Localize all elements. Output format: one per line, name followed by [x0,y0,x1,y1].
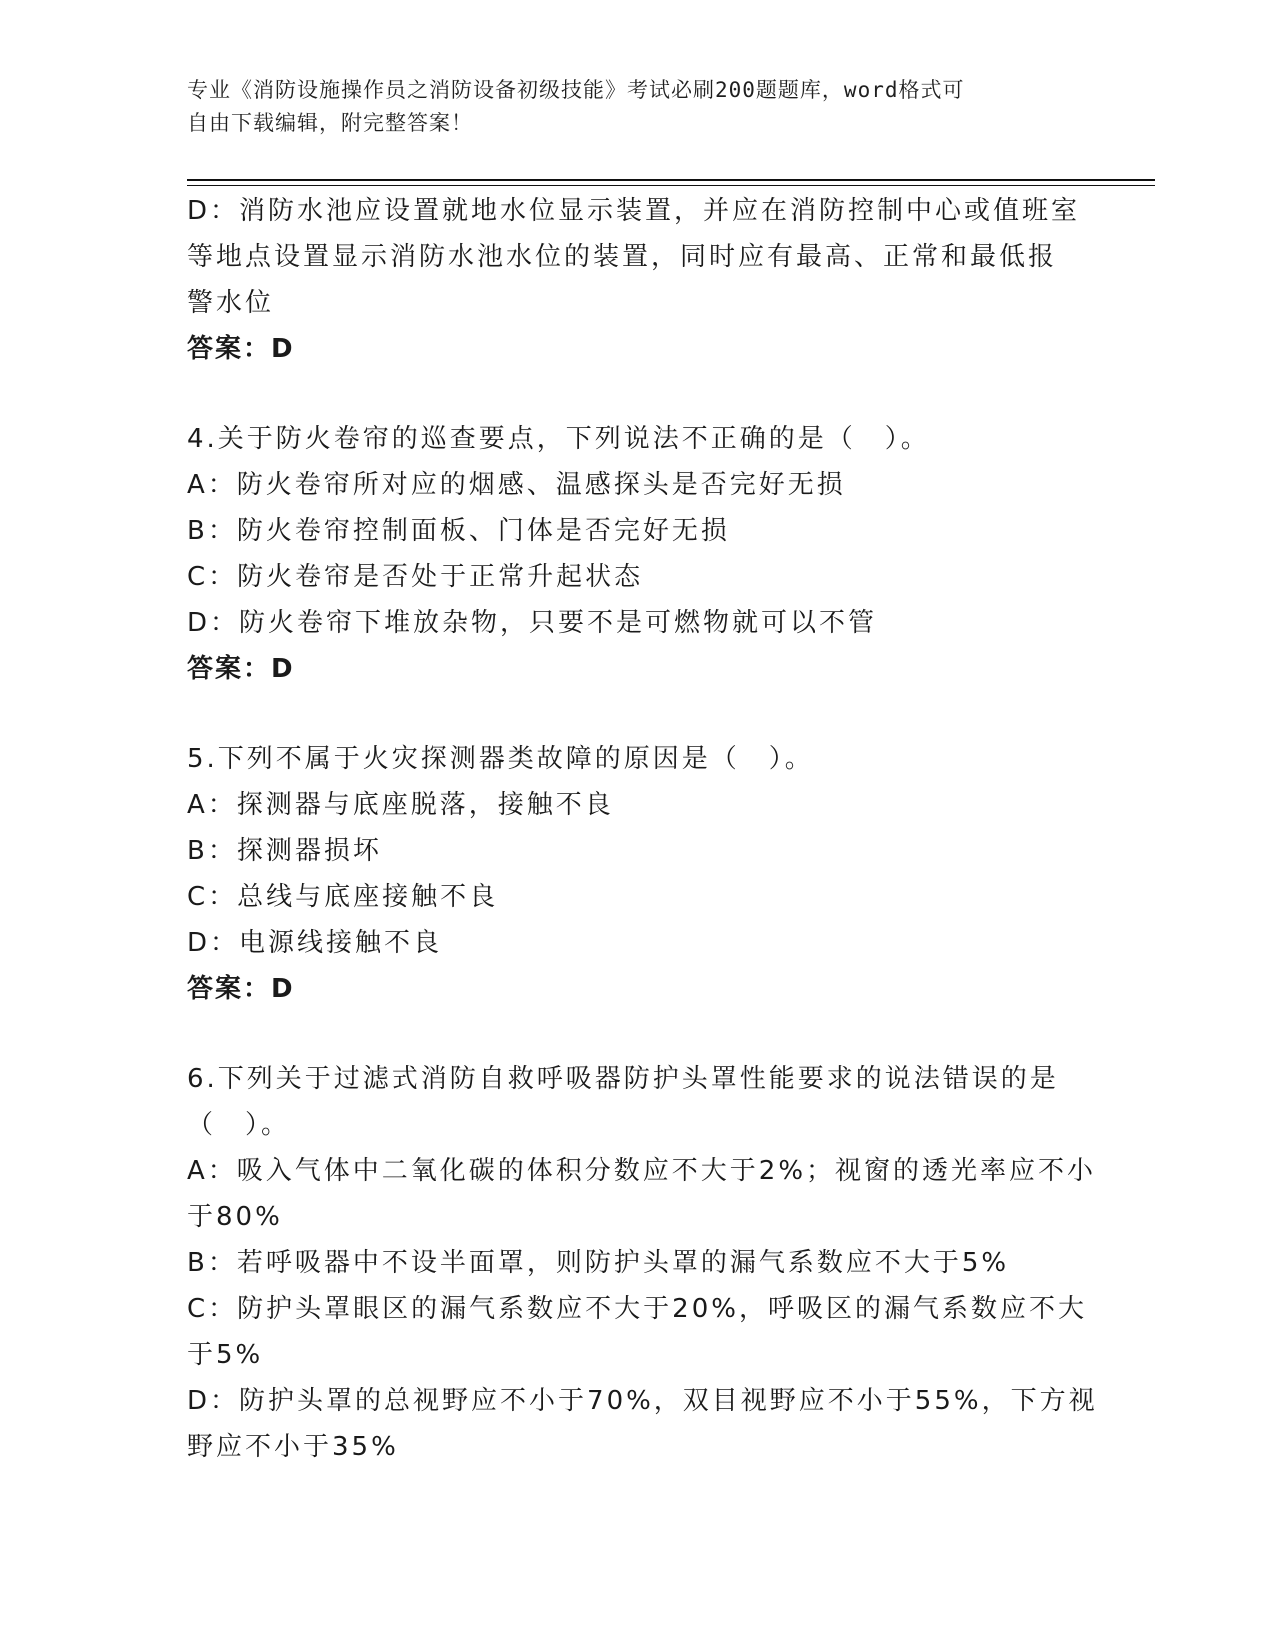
q3-answer: 答案：D [187,334,295,364]
q6-option-c-line-2: 于5% [187,1340,264,1370]
q6-option-d-line-1: D：防护头罩的总视野应不小于70%，双目视野应不小于55%，下方视 [187,1386,1098,1416]
header-divider-thick [187,179,1155,181]
q5-option-b: B：探测器损坏 [187,836,382,866]
q5-option-a: A：探测器与底座脱落，接触不良 [187,790,614,820]
spacer [187,372,1087,416]
q4-answer: 答案：D [187,654,295,684]
q5-stem: 5.下列不属于火灾探测器类故障的原因是（ ）。 [187,744,814,774]
q6-stem-line-1: 6.下列关于过滤式消防自救呼吸器防护头罩性能要求的说法错误的是 [187,1064,1059,1094]
q4-option-d: D：防火卷帘下堆放杂物，只要不是可燃物就可以不管 [187,608,878,638]
q6-option-d-line-2: 野应不小于35% [187,1432,399,1462]
page-header [187,74,1067,140]
q5-option-c: C：总线与底座接触不良 [187,882,499,912]
spacer [187,692,1087,736]
q4-option-b: B：防火卷帘控制面板、门体是否完好无损 [187,516,730,546]
q3-option-d-line-1: D：消防水池应设置就地水位显示装置，并应在消防控制中心或值班室 [187,196,1081,226]
header-title-line-1: 专业《消防设施操作员之消防设备初级技能》考试必刷200题题库，word格式可 [187,78,965,102]
q6-stem-line-2: （ ）。 [187,1110,291,1140]
q6-option-c-line-1: C：防护头罩眼区的漏气系数应不大于20%，呼吸区的漏气系数应不大 [187,1294,1087,1324]
spacer [187,1012,1087,1056]
q5-answer: 答案：D [187,974,295,1004]
header-title-line-2: 自由下载编辑，附完整答案！ [187,111,473,135]
header-divider-thin [187,185,1155,186]
q3-option-d-line-3: 警水位 [187,288,275,318]
question-6 [187,1056,1098,1470]
q6-option-a-line-1: A：吸入气体中二氧化碳的体积分数应不大于2%；视窗的透光率应不小 [187,1156,1097,1186]
q4-stem: 4.关于防火卷帘的巡查要点，下列说法不正确的是（ ）。 [187,424,930,454]
q6-option-b: B：若呼吸器中不设半面罩，则防护头罩的漏气系数应不大于5% [187,1248,1010,1278]
question-3-continuation [187,188,1087,372]
q4-option-c: C：防火卷帘是否处于正常升起状态 [187,562,644,592]
question-5 [187,736,1087,1012]
q5-option-d: D：电源线接触不良 [187,928,443,958]
q4-option-a: A：防火卷帘所对应的烟感、温感探头是否完好无损 [187,470,846,500]
q6-option-a-line-2: 于80% [187,1202,283,1232]
question-content [187,188,1098,1470]
q3-option-d-line-2: 等地点设置显示消防水池水位的装置，同时应有最高、正常和最低报 [187,242,1058,272]
question-4 [187,416,1087,692]
